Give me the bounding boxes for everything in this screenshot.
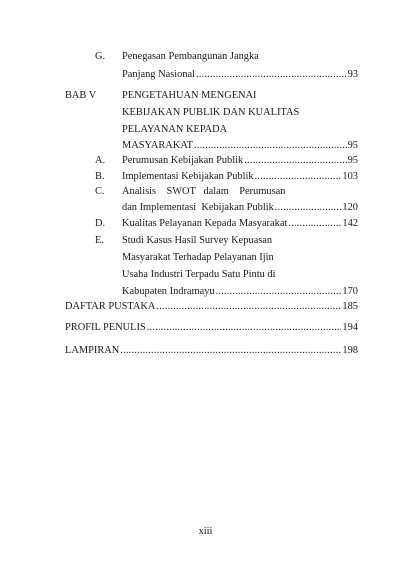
toc-chapter-leader [122, 139, 358, 153]
toc-entry-g-line1: Penegasan Pembangunan Jangka [122, 51, 259, 62]
toc-entry-g-leader [122, 68, 358, 82]
toc-chapter-title-line1: PENGETAHUAN MENGENAI [122, 90, 257, 101]
toc-letter-b: B. [95, 171, 105, 182]
toc-letter-e: E. [95, 235, 104, 246]
toc-letter-c: C. [95, 186, 105, 197]
toc-entry-b-text: Implementasi Kebijakan Publik [122, 171, 254, 182]
toc-page-lampiran: 198 [342, 345, 358, 356]
toc-chapter-label: BAB V [65, 90, 97, 101]
toc-page-d: 142 [342, 218, 358, 229]
toc-page-a: 95 [347, 155, 358, 166]
page-number: xiii [198, 526, 213, 537]
toc-entry-lampiran [65, 344, 358, 358]
toc-entry-c-leader [122, 201, 358, 215]
toc-entry-a-text: Perumusan Kebijakan Publik [122, 155, 244, 166]
toc-daftar-pustaka-text: DAFTAR PUSTAKA [65, 301, 156, 312]
toc-letter-a: A. [95, 155, 106, 166]
toc-page-b: 103 [342, 171, 358, 182]
toc-entry-e-leader [122, 285, 358, 299]
toc-letter-d: D. [95, 218, 106, 229]
toc-page-e: 170 [342, 286, 358, 297]
toc-page-g: 93 [347, 69, 358, 80]
toc-entry-profil-penulis [65, 321, 358, 335]
toc-chapter-title-line4: MASYARAKAT [122, 140, 194, 151]
toc-entry-e-line3: Usaha Industri Terpadu Satu Pintu di [122, 269, 276, 280]
toc-chapter-title-line3: PELAYANAN KEPADA [122, 124, 228, 135]
toc-entry-e-line4: Kabupaten Indramayu [122, 286, 215, 297]
toc-entry-g-line2: Panjang Nasional [122, 69, 196, 80]
toc-entry-c-line1: Analisis SWOT dalam Perumusan [122, 186, 286, 197]
toc-entry-a [122, 154, 358, 168]
toc-letter-g: G. [95, 51, 106, 62]
toc-page-profil-penulis: 194 [342, 322, 358, 333]
toc-lampiran-text: LAMPIRAN [65, 345, 120, 356]
toc-entry-c-line2: dan Implementasi Kebijakan Publik [122, 202, 274, 213]
toc-entry-d-text: Kualitas Pelayanan Kepada Masyarakat [122, 218, 288, 229]
toc-entry-b [122, 170, 358, 184]
toc-chapter-title-line2: KEBIJAKAN PUBLIK DAN KUALITAS [122, 107, 300, 118]
toc-page-bab5: 95 [347, 140, 358, 151]
toc-page-c: 120 [342, 202, 358, 213]
toc-entry-d [122, 217, 358, 231]
toc-profil-penulis-text: PROFIL PENULIS [65, 322, 146, 333]
toc-entry-e-line1: Studi Kasus Hasil Survey Kepuasan [122, 235, 273, 246]
toc-entry-e-line2: Masyarakat Terhadap Pelayanan Ijin [122, 252, 274, 263]
toc-entry-daftar-pustaka [65, 300, 358, 314]
toc-page-daftar-pustaka: 185 [342, 301, 358, 312]
